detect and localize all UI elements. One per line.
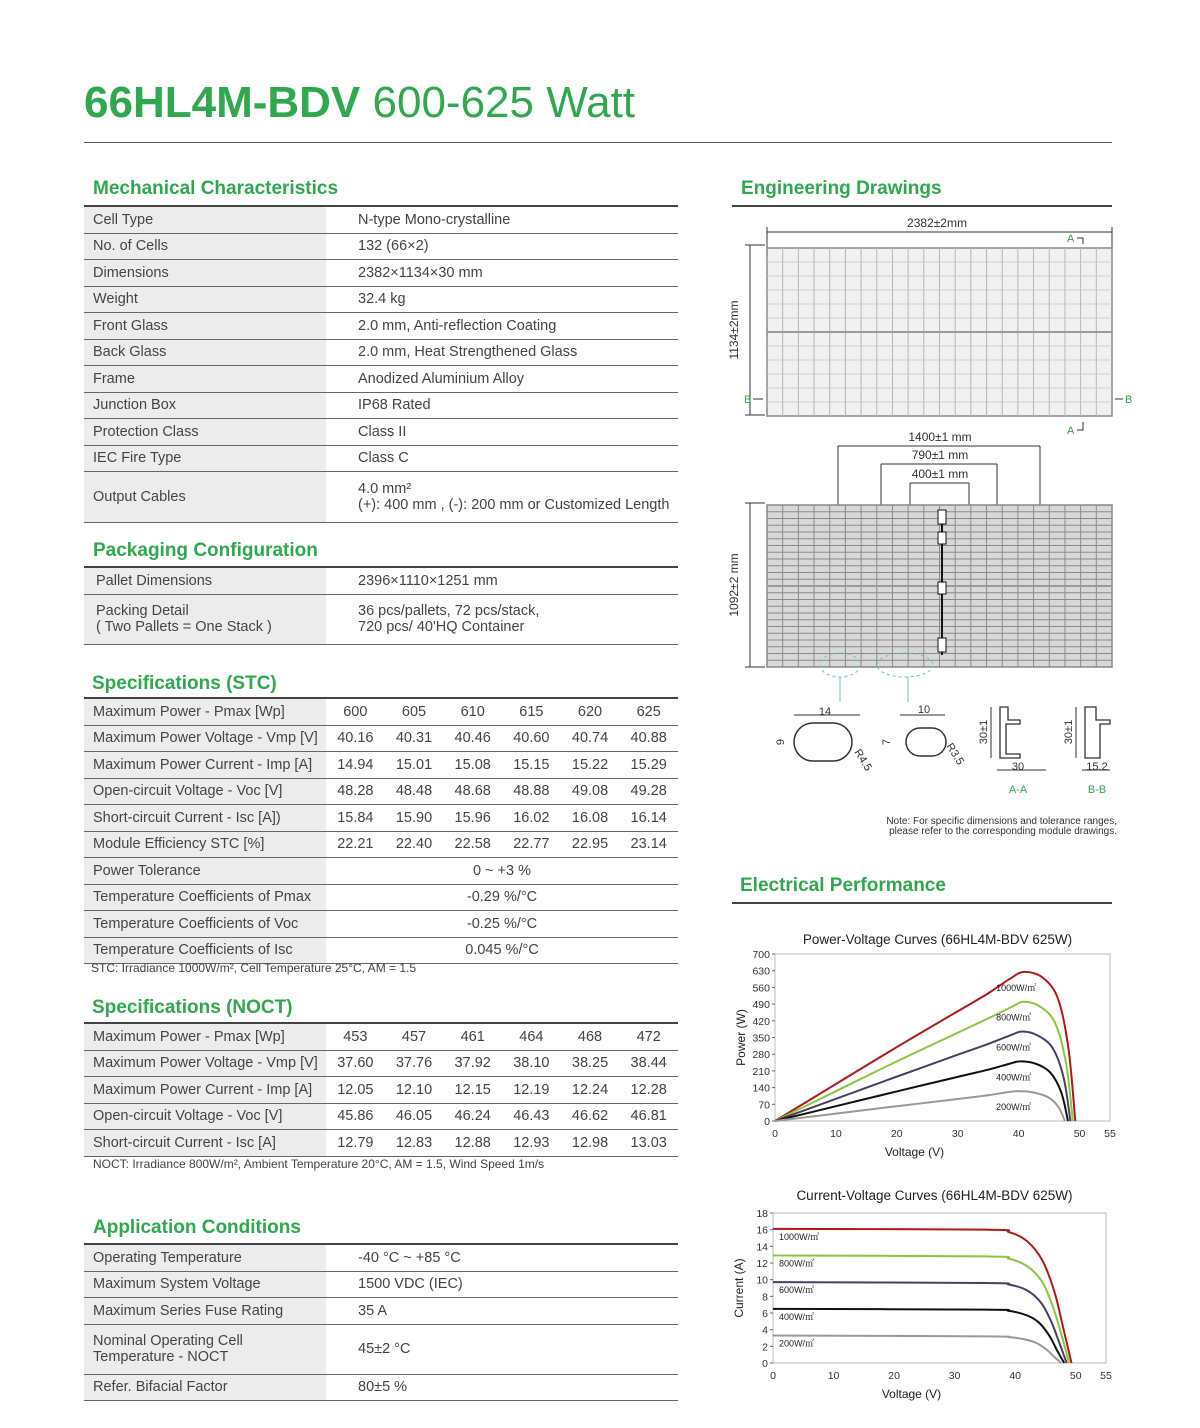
series-label: 200W/㎡ <box>779 1338 815 1349</box>
packaging-table <box>84 568 678 645</box>
row-label: IEC Fire Type <box>84 446 326 472</box>
table-cell: 49.28 <box>630 783 667 800</box>
row-label: Temperature Coefficients of Pmax <box>84 885 326 911</box>
table-row <box>84 446 678 473</box>
electrical-heading: Electrical Performance <box>740 875 946 896</box>
row-value-line1: 2.0 mm, Anti-reflection Coating <box>358 317 557 334</box>
row-value-line1: N-type Mono-crystalline <box>358 211 511 228</box>
x-tick-label: 0 <box>770 1370 776 1382</box>
table-cell: 12.19 <box>513 1081 550 1098</box>
table-cell: 22.21 <box>337 836 374 853</box>
row-label: Front Glass <box>84 313 326 339</box>
x-tick-label: 20 <box>888 1370 900 1382</box>
table-row <box>84 1325 678 1375</box>
row-label: Junction Box <box>84 393 326 419</box>
table-cell: 37.76 <box>395 1055 433 1072</box>
section-a-bottom: A <box>1067 425 1075 437</box>
y-tick-label: 14 <box>756 1241 768 1254</box>
row-label: Pallet Dimensions <box>84 568 326 594</box>
table-cell: 464 <box>519 1028 544 1045</box>
x-axis-label: Voltage (V) <box>881 1387 942 1401</box>
application-heading: Application Conditions <box>93 1217 301 1238</box>
table-cell: 472 <box>636 1028 661 1045</box>
current-voltage-chart <box>730 1182 1130 1422</box>
x-tick-label: 30 <box>951 1128 964 1140</box>
table-cell: 37.92 <box>454 1055 491 1072</box>
table-cell: 468 <box>577 1028 603 1045</box>
row-value-line1: Anodized Aluminium Alloy <box>358 370 525 387</box>
row-label: Maximum Power Voltage - Vmp [V] <box>84 1051 326 1077</box>
bb-width: 15.2 <box>1086 761 1108 773</box>
aa-width: 30 <box>1011 761 1025 773</box>
table-row <box>84 699 678 726</box>
row-label-line2: ( Two Pallets = One Stack ) <box>96 619 272 635</box>
x-tick-label: 40 <box>1009 1370 1022 1382</box>
row-label-line1: Packing Detail <box>96 603 189 619</box>
table-cell-merged: 0 ~ +3 % <box>472 862 532 879</box>
application-table <box>84 1245 678 1401</box>
profile-bb <box>1085 707 1110 758</box>
row-label: Short-circuit Current - Isc [A]) <box>84 805 326 831</box>
x-tick-label: 20 <box>890 1128 903 1140</box>
row-label: Protection Class <box>84 419 326 445</box>
row-value <box>326 1375 678 1401</box>
profile-aa <box>1000 707 1020 758</box>
row-label-line1: Nominal Operating Cell <box>93 1333 243 1349</box>
table-row <box>84 911 678 938</box>
row-value <box>326 313 678 339</box>
row-value <box>326 287 678 313</box>
table-row <box>84 1104 678 1131</box>
table-cell: 15.01 <box>395 756 433 773</box>
row-value <box>326 207 678 233</box>
x-tick-label: 55 <box>1104 1128 1116 1140</box>
table-cell: 48.28 <box>337 783 374 800</box>
x-tick-label: 40 <box>1012 1128 1025 1140</box>
table-cell: 38.25 <box>571 1055 609 1072</box>
row-value-line1: 1500 VDC (IEC) <box>358 1276 463 1293</box>
table-row <box>84 858 678 885</box>
row-label: Power Tolerance <box>84 858 326 884</box>
table-cell: 22.95 <box>571 836 609 853</box>
table-cell: 46.43 <box>513 1108 550 1125</box>
y-tick-label: 6 <box>762 1308 768 1320</box>
y-axis-label: Power (W) <box>734 1009 748 1066</box>
table-cell: 23.14 <box>630 836 667 853</box>
noct-heading: Specifications (NOCT) <box>92 997 293 1018</box>
detail2-height: 7 <box>881 738 893 746</box>
slot-detail-1 <box>794 723 852 761</box>
table-row <box>84 1245 678 1272</box>
power-range: 600-625 Watt <box>372 78 636 127</box>
y-tick-label: 70 <box>758 1099 770 1112</box>
table-cell: 15.29 <box>630 756 667 773</box>
y-tick-label: 2 <box>762 1341 768 1354</box>
section-a-top: A <box>1067 233 1075 245</box>
table-cell-merged: -0.29 %/°C <box>466 889 538 906</box>
row-value-line1: IP68 Rated <box>358 397 431 414</box>
row-label: Module Efficiency STC [%] <box>84 832 326 858</box>
row-value <box>326 568 678 594</box>
row-label: No. of Cells <box>84 234 326 260</box>
table-row <box>84 313 678 340</box>
table-cell: 12.24 <box>571 1081 609 1098</box>
table-row <box>84 1272 678 1299</box>
table-row <box>84 1077 678 1104</box>
row-value-line1: 2382×1134×30 mm <box>358 264 483 281</box>
series-label: 800W/㎡ <box>779 1258 815 1269</box>
table-row <box>84 1298 678 1325</box>
table-cell: 12.79 <box>337 1134 374 1151</box>
table-cell: 40.16 <box>337 730 374 747</box>
row-value-line1: 80±5 % <box>358 1379 408 1396</box>
row-value-line2: (+): 400 mm , (-): 200 mm or Customized Length <box>358 497 670 513</box>
table-cell: 48.48 <box>395 783 433 800</box>
y-axis-label: Current (A) <box>732 1258 746 1318</box>
title-divider <box>84 142 1112 143</box>
section-b-left: B <box>744 394 752 406</box>
table-cell-merged: 0.045 %/°C <box>465 942 539 959</box>
row-label: Open-circuit Voltage - Voc [V] <box>84 779 326 805</box>
table-row <box>84 260 678 287</box>
row-label: Operating Temperature <box>84 1245 326 1271</box>
detail2-width: 10 <box>917 704 931 716</box>
table-cell-merged: -0.25 %/°C <box>466 915 538 932</box>
table-cell: 46.24 <box>454 1108 491 1125</box>
packaging-heading: Packaging Configuration <box>93 540 318 561</box>
table-cell: 22.58 <box>454 836 491 853</box>
row-label: Maximum Series Fuse Rating <box>84 1298 326 1324</box>
bb-height: 30±1 <box>1063 719 1075 745</box>
series-label: 1000W/㎡ <box>779 1231 820 1242</box>
row-label: Cell Type <box>84 207 326 233</box>
table-row <box>84 885 678 912</box>
stc-heading: Specifications (STC) <box>92 673 277 694</box>
row-value-line1: 36 pcs/pallets, 72 pcs/stack, <box>358 603 540 619</box>
front-view-panel <box>767 248 1112 416</box>
table-cell: 22.40 <box>395 836 433 853</box>
slot-detail-2 <box>906 728 946 756</box>
row-value-line1: 132 (66×2) <box>358 238 429 255</box>
table-cell: 600 <box>343 703 368 720</box>
table-cell: 12.88 <box>454 1134 491 1151</box>
row-value <box>326 595 678 644</box>
row-label: Temperature Coefficients of Voc <box>84 911 326 937</box>
y-tick-label: 280 <box>752 1049 770 1062</box>
table-cell: 453 <box>343 1028 368 1045</box>
table-cell: 40.60 <box>513 730 550 747</box>
row-value-line1: 2396×1110×1251 mm <box>358 572 498 589</box>
row-value-line1: 35 A <box>358 1302 388 1319</box>
row-value-line1: 45±2 °C <box>358 1341 411 1357</box>
row-value <box>326 1245 678 1271</box>
row-value <box>326 340 678 366</box>
row-label: Maximum System Voltage <box>84 1272 326 1298</box>
height-label: 1134±2mm <box>727 300 741 360</box>
row-value-line1: Class C <box>358 450 409 467</box>
table-cell: 22.77 <box>513 836 550 853</box>
aa-label: A-A <box>1008 784 1028 796</box>
table-row <box>84 568 678 595</box>
row-label: Maximum Power Current - Imp [A] <box>84 1077 326 1103</box>
table-cell: 12.10 <box>395 1081 433 1098</box>
table-cell: 40.31 <box>395 730 433 747</box>
series-label: 1000W/㎡ <box>996 982 1037 993</box>
x-axis-label: Voltage (V) <box>884 1145 945 1159</box>
table-row <box>84 1051 678 1078</box>
table-cell: 605 <box>401 703 427 720</box>
row-value-line1: 2.0 mm, Heat Strengthened Glass <box>358 344 578 361</box>
x-tick-label: 10 <box>827 1370 840 1382</box>
table-cell: 14.94 <box>337 756 374 773</box>
table-cell: 15.84 <box>337 809 374 826</box>
stc-note: STC: Irradiance 1000W/m², Cell Temperature 25°C, AM = 1.5 <box>91 961 417 975</box>
drawings-heading: Engineering Drawings <box>741 178 942 199</box>
drawing-note-2: please refer to the corresponding module drawings. <box>889 826 1117 837</box>
section-rule <box>732 205 1112 207</box>
row-label <box>84 595 326 644</box>
y-tick-label: 10 <box>756 1274 768 1287</box>
detail2-radius: R3.5 <box>943 741 966 768</box>
row-label <box>84 1325 326 1374</box>
table-cell: 16.08 <box>571 809 609 826</box>
y-tick-label: 16 <box>756 1224 768 1237</box>
table-row <box>84 1375 678 1402</box>
table-row <box>84 207 678 234</box>
mechanical-heading: Mechanical Characteristics <box>93 178 339 199</box>
y-tick-label: 630 <box>752 965 770 978</box>
table-row <box>84 1130 678 1157</box>
x-tick-label: 50 <box>1073 1128 1086 1140</box>
row-label: Short-circuit Current - Isc [A] <box>84 1130 326 1156</box>
mount-1400-label: 1400±1 mm <box>908 430 972 444</box>
table-cell: 461 <box>460 1028 485 1045</box>
table-cell: 13.03 <box>630 1134 667 1151</box>
row-value <box>326 1298 678 1324</box>
row-value-line1: Class II <box>358 423 407 440</box>
row-value-line1: -40 °C ~ +85 °C <box>358 1249 461 1266</box>
table-row <box>84 595 678 645</box>
row-value-line2: 720 pcs/ 40'HQ Container <box>358 619 525 635</box>
plot-area <box>773 1213 1106 1363</box>
row-value <box>326 1325 678 1374</box>
row-label: Output Cables <box>84 472 326 522</box>
mount-400-label: 400±1 mm <box>911 467 969 481</box>
back-height-label: 1092±2 mm <box>727 553 741 617</box>
y-tick-label: 140 <box>752 1082 770 1095</box>
series-line <box>773 1229 1071 1363</box>
series-line <box>773 1282 1067 1363</box>
table-cell: 610 <box>460 703 485 720</box>
aa-height: 30±1 <box>978 719 990 745</box>
table-row <box>84 805 678 832</box>
row-label: Maximum Power - Pmax [Wp] <box>84 699 326 725</box>
row-value-line1: 4.0 mm² <box>358 481 412 497</box>
series-label: 600W/㎡ <box>779 1285 815 1296</box>
series-label: 400W/㎡ <box>996 1072 1032 1083</box>
series-line <box>773 1336 1061 1364</box>
row-value <box>326 446 678 472</box>
y-tick-label: 700 <box>752 949 770 961</box>
drawing-note-1: Note: For specific dimensions and tolerance ranges, <box>886 816 1117 827</box>
chart-title: Power-Voltage Curves (66HL4M-BDV 625W) <box>802 932 1073 947</box>
row-label: Maximum Power Voltage - Vmp [V] <box>84 726 326 752</box>
table-row <box>84 472 678 523</box>
y-tick-label: 350 <box>752 1032 770 1045</box>
table-cell: 40.74 <box>571 730 609 747</box>
table-cell: 45.86 <box>337 1108 374 1125</box>
section-rule <box>732 902 1112 904</box>
row-value <box>326 366 678 392</box>
noct-table <box>84 1024 678 1157</box>
table-row <box>84 234 678 261</box>
table-cell: 40.46 <box>454 730 491 747</box>
chart-title: Current-Voltage Curves (66HL4M-BDV 625W) <box>796 1188 1073 1203</box>
detail1-height: 9 <box>775 738 787 746</box>
table-cell: 15.08 <box>454 756 491 773</box>
stc-table <box>84 699 678 964</box>
table-cell: 48.68 <box>454 783 491 800</box>
y-tick-label: 490 <box>752 999 770 1012</box>
x-tick-label: 0 <box>772 1128 778 1140</box>
table-row <box>84 779 678 806</box>
table-row <box>84 832 678 859</box>
table-cell: 37.60 <box>337 1055 374 1072</box>
y-tick-label: 420 <box>752 1015 770 1028</box>
row-value <box>326 260 678 286</box>
table-cell: 40.88 <box>630 730 667 747</box>
table-cell: 620 <box>577 703 603 720</box>
table-cell: 15.22 <box>571 756 609 773</box>
mount-790-label: 790±1 mm <box>911 448 969 462</box>
table-cell: 15.15 <box>513 756 550 773</box>
model-name: 66HL4M-BDV <box>84 78 361 127</box>
power-voltage-chart <box>730 925 1130 1165</box>
row-label-line2: Temperature - NOCT <box>93 1349 229 1365</box>
engineering-drawing <box>720 210 1140 850</box>
y-tick-label: 12 <box>756 1258 768 1270</box>
row-label: Back Glass <box>84 340 326 366</box>
table-cell: 12.83 <box>395 1134 433 1151</box>
row-value <box>326 393 678 419</box>
table-cell: 46.81 <box>630 1108 667 1125</box>
y-tick-label: 0 <box>762 1358 768 1370</box>
table-cell: 615 <box>519 703 544 720</box>
table-row <box>84 752 678 779</box>
table-cell: 48.88 <box>513 783 550 800</box>
table-cell: 38.10 <box>513 1055 550 1072</box>
y-tick-label: 210 <box>752 1065 770 1078</box>
row-label: Refer. Bifacial Factor <box>84 1375 326 1401</box>
table-cell: 15.96 <box>454 809 491 826</box>
row-label: Dimensions <box>84 260 326 286</box>
table-cell: 15.90 <box>395 809 433 826</box>
table-cell: 46.62 <box>571 1108 609 1125</box>
section-b-right: B <box>1125 394 1133 406</box>
series-label: 800W/㎡ <box>996 1012 1032 1023</box>
table-cell: 12.28 <box>630 1081 667 1098</box>
row-value <box>326 419 678 445</box>
table-cell: 46.05 <box>395 1108 433 1125</box>
row-value <box>326 234 678 260</box>
x-tick-label: 30 <box>948 1370 961 1382</box>
bb-label: B-B <box>1087 784 1107 796</box>
x-tick-label: 55 <box>1100 1370 1112 1382</box>
noct-note: NOCT: Irradiance 800W/m², Ambient Temperature 20°C, AM = 1.5, Wind Speed 1m/s <box>93 1157 545 1171</box>
row-value-line1: 32.4 kg <box>358 291 406 308</box>
row-label: Maximum Power - Pmax [Wp] <box>84 1024 326 1050</box>
detail1-radius: R4.5 <box>851 747 874 774</box>
detail1-width: 14 <box>818 706 832 718</box>
table-row <box>84 340 678 367</box>
series-label: 200W/㎡ <box>996 1102 1032 1113</box>
table-cell: 49.08 <box>571 783 609 800</box>
series-label: 600W/㎡ <box>996 1042 1032 1053</box>
y-tick-label: 4 <box>762 1324 768 1337</box>
mechanical-table <box>84 207 678 523</box>
table-cell: 625 <box>636 703 661 720</box>
table-cell: 16.14 <box>630 809 667 826</box>
row-value <box>326 472 678 522</box>
width-label: 2382±2mm <box>907 216 967 230</box>
row-value <box>326 1272 678 1298</box>
x-tick-label: 10 <box>830 1128 842 1140</box>
row-label: Open-circuit Voltage - Voc [V] <box>84 1104 326 1130</box>
row-label: Weight <box>84 287 326 313</box>
y-tick-label: 560 <box>752 982 770 995</box>
table-cell: 457 <box>401 1028 427 1045</box>
table-row <box>84 393 678 420</box>
row-label: Temperature Coefficients of Isc <box>84 938 326 964</box>
table-row <box>84 366 678 393</box>
table-row <box>84 726 678 753</box>
y-tick-label: 18 <box>756 1208 768 1220</box>
row-label: Maximum Power Current - Imp [A] <box>84 752 326 778</box>
y-tick-label: 8 <box>762 1291 768 1304</box>
x-tick-label: 50 <box>1069 1370 1082 1382</box>
page-title <box>84 78 635 128</box>
table-cell: 12.15 <box>454 1081 491 1098</box>
series-label: 400W/㎡ <box>779 1311 815 1322</box>
table-cell: 38.44 <box>630 1055 667 1072</box>
table-row <box>84 287 678 314</box>
table-cell: 12.93 <box>513 1134 550 1151</box>
y-tick-label: 0 <box>764 1116 770 1128</box>
table-row <box>84 419 678 446</box>
table-cell: 16.02 <box>513 809 550 826</box>
table-row <box>84 1024 678 1051</box>
row-label: Frame <box>84 366 326 392</box>
table-cell: 12.98 <box>571 1134 609 1151</box>
table-cell: 12.05 <box>337 1081 374 1098</box>
